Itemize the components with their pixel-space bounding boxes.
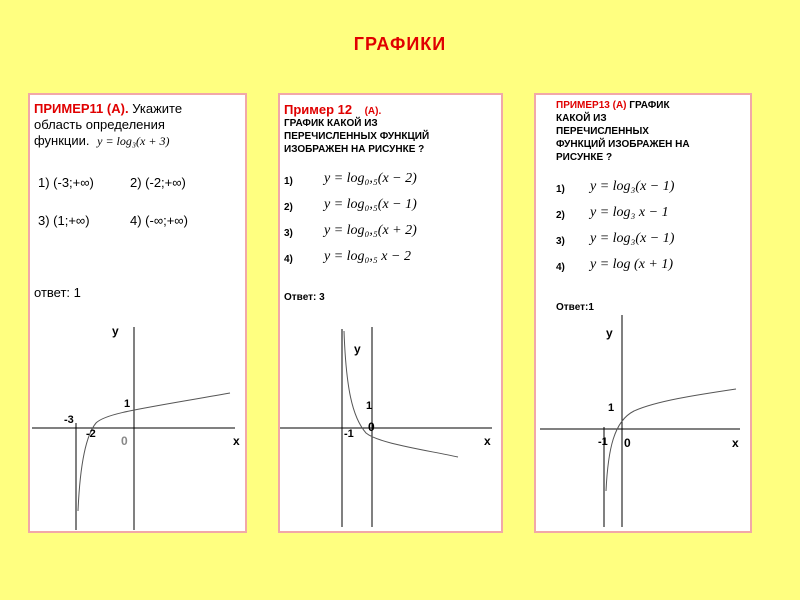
x-axis-label: х (732, 436, 739, 450)
example-12-question-line-2: ПЕРЕЧИСЛЕННЫХ ФУНКЦИЙ (284, 131, 430, 142)
example-12-option-2-num: 2) (284, 202, 293, 213)
example-12-question-line-3: ИЗОБРАЖЕН НА РИСУНКЕ ? (284, 144, 425, 155)
tick-one-label: 1 (366, 400, 373, 412)
y-axis-label: у (112, 324, 119, 338)
example-13-card (534, 93, 752, 533)
example-12-option-4-num: 4) (284, 254, 293, 265)
tick-minus-two-label: -2 (86, 428, 96, 440)
example-13-question-line-5: РИСУНКЕ ? (556, 152, 613, 163)
tick-one-label: 1 (608, 402, 615, 414)
example-13-graph (536, 309, 750, 531)
example-11-graph (30, 315, 245, 533)
x-axis-label: х (484, 434, 491, 448)
example-12-answer: Ответ: 3 (284, 292, 325, 303)
example-13-option-2-num: 2) (556, 210, 565, 221)
tick-one-label: 1 (124, 398, 131, 410)
example-13-question-line-4: ФУНКЦИЙ ИЗОБРАЖЕН НА (556, 139, 690, 150)
example-12-card (278, 93, 503, 533)
example-12-option-3-formula: y = log₀,₅(x + 2) (324, 223, 417, 238)
origin-label: 0 (624, 436, 631, 450)
example-11-answer: ответ: 1 (34, 285, 81, 300)
y-axis-label: у (354, 342, 361, 356)
example-13-option-3-num: 3) (556, 236, 565, 247)
tick-minus-one-label: -1 (598, 436, 608, 448)
page-title: ГРАФИКИ (353, 34, 447, 54)
example-11-question-line-1: Укажите (132, 101, 183, 116)
example-13-question (556, 99, 690, 164)
example-12-option-1-num: 1) (284, 176, 293, 187)
example-13-question-line-2: КАКОЙ ИЗ (556, 113, 607, 124)
example-11-question (34, 101, 244, 149)
example-11-card (28, 93, 247, 533)
example-13-option-2-formula: y = log₃ x − 1 (590, 205, 669, 220)
origin-label: 0 (368, 420, 375, 434)
example-12-option-1-formula: y = log₀,₅(x − 2) (324, 171, 417, 186)
example-13-option-4-num: 4) (556, 262, 565, 273)
example-11-option-2: 2) (-2;+∞) (130, 175, 186, 190)
example-12-label: Пример 12 (284, 102, 353, 117)
example-11-level: (А). (106, 101, 129, 116)
example-13-question-line-3: ПЕРЕЧИСЛЕННЫХ (556, 126, 649, 137)
example-13-option-4-formula: y = log (x + 1) (590, 257, 674, 272)
example-13-option-1-formula: y = log₃(x − 1) (590, 179, 675, 194)
example-11-option-4: 4) (-∞;+∞) (130, 213, 188, 228)
example-12-option-3-num: 3) (284, 228, 293, 239)
origin-label: 0 (121, 434, 128, 448)
function-curve (344, 331, 458, 457)
example-13-option-1-num: 1) (556, 184, 565, 195)
example-12-graph (280, 317, 501, 531)
example-11-option-3: 3) (1;+∞) (38, 213, 90, 228)
example-13-label: ПРИМЕР13 (556, 100, 610, 111)
example-12-level: (А). (364, 106, 382, 117)
function-curve (78, 393, 230, 511)
tick-minus-three-label: -3 (64, 414, 74, 426)
example-12-option-2-formula: y = log₀,₅(x − 1) (324, 197, 417, 212)
example-12-question-line-1: ГРАФИК КАКОЙ ИЗ (284, 118, 378, 129)
example-11-question-line-2: область определения (34, 117, 165, 132)
example-13-answer: Ответ:1 (556, 302, 594, 313)
example-11-label: ПРИМЕР11 (34, 101, 104, 116)
example-12-option-4-formula: y = log₀,₅ x − 2 (324, 249, 411, 264)
example-11-option-1: 1) (-3;+∞) (38, 175, 94, 190)
example-13-question-line-1: ГРАФИК (629, 100, 670, 111)
tick-minus-one-label: -1 (344, 428, 354, 440)
example-13-level: (А) (612, 100, 627, 111)
x-axis-label: х (233, 434, 240, 448)
example-11-function: y = log₃(x + 3) (97, 134, 170, 148)
example-11-question-line-3: функции. (34, 133, 90, 148)
y-axis-label: у (606, 326, 613, 340)
example-13-option-3-formula: y = log₃(x − 1) (590, 231, 675, 246)
example-12-question (284, 117, 429, 156)
